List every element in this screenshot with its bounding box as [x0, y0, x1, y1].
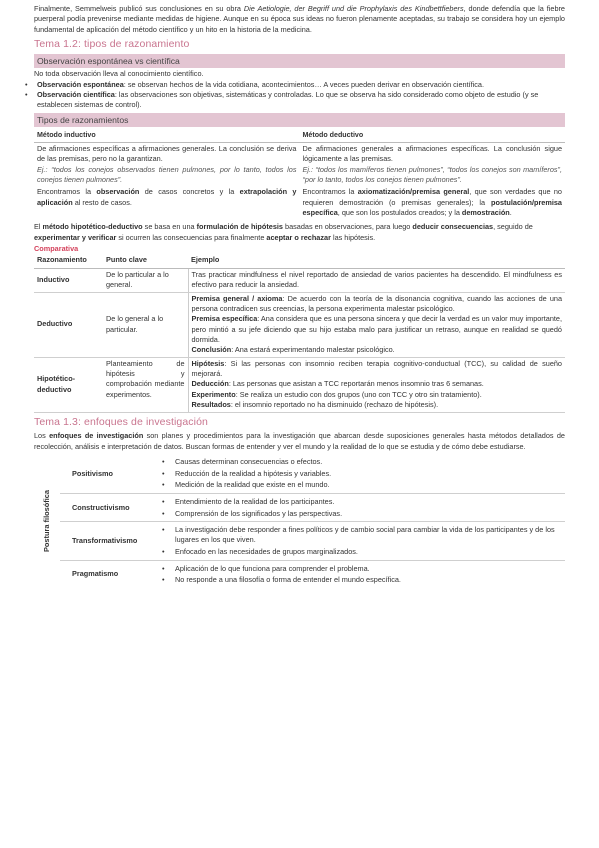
example-line [192, 314, 563, 345]
term: aceptar o rechazar [266, 232, 331, 242]
text: , que son verdades que no requieren demostración (o premisas generales); la [302, 187, 562, 207]
method-paragraph [34, 222, 565, 243]
table-row [34, 522, 565, 561]
example-line [192, 359, 563, 380]
table-row [34, 454, 565, 494]
example-line [192, 390, 563, 400]
enfoques-paragraph [34, 431, 565, 452]
example [188, 357, 565, 412]
text: El [34, 222, 43, 232]
text: . [509, 208, 512, 218]
comparativa-table [34, 254, 565, 412]
bullet-observacion-cientifica [34, 90, 565, 111]
text: : Ana considera que es una persona sincera y que decir la verdad es un valor muy importante, pero mintió a su jefe diciendo que su hijo estaba malo para justificar un retraso, aunque en realidad se quedó dormida. [191, 314, 562, 344]
stance-name: Transformativismo [60, 522, 155, 561]
term: enfoques de investigación [49, 431, 144, 441]
deductive-definition: De afirmaciones generales a afirmaciones específicas. La conclusión sigue lógicamente a las premisas. [302, 143, 562, 164]
term: postulación/premisa específica [302, 197, 562, 218]
text: son planes y procedimientos para la investigación que abarcan desde suposiciones generales hasta métodos detallados de recolección, análisis e interpretación de datos. Buscan formas de entender y ver el mundo y la realidad de lo que se estudia y de cómo debe estudiarse. [34, 431, 565, 451]
section-heading-tema-1-2: Tema 1.2: tipos de razonamiento [34, 38, 190, 51]
text: : Las personas que asistan a TCC reportarán menos insomnio tras 6 semanas. [228, 379, 484, 389]
inductive-example: Ej.: “todos los conejos observados tienen pulmones, por lo tanto, todos los conejos tienen pulmones”. [37, 164, 297, 184]
stance-items [155, 494, 565, 522]
term: formulación de hipótesis [196, 222, 283, 232]
text: al resto de casos. [72, 197, 132, 207]
example-line [192, 345, 563, 355]
text: : Se realiza un estudio con dos grupos (uno con TCC y otro sin tratamiento). [235, 389, 482, 399]
stance-name: Pragmatismo [72, 569, 119, 579]
reasoning-types-table [34, 128, 565, 220]
example-line [192, 294, 563, 315]
table-row [34, 357, 565, 412]
table-row [34, 561, 565, 589]
key-point: De lo general a lo particular. [103, 292, 188, 357]
text: las hipótesis. [330, 232, 376, 242]
deductive-cell [300, 142, 566, 219]
term: Conclusión [191, 345, 232, 355]
list-item: • Causas determinan consecuencias o efectos. [157, 457, 565, 467]
text: Encontramos la [302, 187, 358, 197]
inductive-cell [34, 142, 300, 219]
term: Premisa específica [191, 314, 258, 324]
work-title: Die Aetiologie, der Begriff und die Prophylaxis des Kindbettfiebers [243, 4, 464, 13]
vertical-label: Postura filosófica [41, 490, 51, 553]
comparativa-title: Comparativa [34, 244, 79, 254]
subheading-observacion: Observación espontánea vs científica [34, 54, 565, 68]
intro-text-2: , donde defendía que la fiebre puerperal podía prevenirse mediante medidas de higiene. Aunque en su época sus ideas no fueron plenamente aceptadas, su trabajo se considera hoy un ejemplo fundamental de aplicación del método científico y un hito en la historia de la medicina. [34, 4, 565, 34]
term: método hipotético-deductivo [42, 222, 143, 232]
observation-note: No toda observación lleva al conocimiento científico. [34, 69, 204, 79]
stance-items [155, 454, 565, 494]
intro-paragraph [34, 4, 565, 35]
bullet-observacion-espontanea [34, 80, 565, 90]
column-header-inductivo: Método inductivo [34, 128, 300, 143]
list-item: • Medición de la realidad que existe en el mundo. [157, 480, 565, 490]
column-header-punto-clave: Punto clave [103, 254, 188, 268]
bullet-term: Observación científica [37, 89, 115, 99]
term: extrapolación y aplicación [37, 187, 297, 207]
stance-items [155, 561, 565, 589]
text: Encontramos la [37, 187, 97, 197]
list-item: • La investigación debe responder a fines políticos y de cambio social para cambiar la vida de los participantes y de los lugares en los que viven. [157, 525, 565, 546]
term: Resultados [191, 400, 231, 410]
column-header-ejemplo: Ejemplo [188, 254, 565, 268]
text: se basa en una [142, 222, 197, 232]
term: Premisa general / axioma [191, 293, 283, 303]
list-item: • Entendimiento de la realidad de los participantes. [157, 497, 565, 507]
table-row [34, 268, 565, 292]
text: : De acuerdo con la teoría de la disonancia cognitiva, cuando las acciones de una persona contradicen sus creencias, la persona experimenta malestar psicológico. [191, 293, 563, 313]
text: : Ana estará experimentando malestar psicológico. [231, 345, 395, 355]
list-item: • No responde a una filosofía o forma de entender el mundo específica. [157, 575, 565, 585]
example: Tras practicar mindfulness el nivel reportado de ansiedad de varios pacientes ha descendido. El mindfulness es efectivo para reducir la ansiedad. [188, 268, 565, 292]
table-row [34, 494, 565, 522]
text: si ocurren las consecuencias para finalmente [116, 232, 267, 242]
deductive-elements [303, 187, 563, 218]
column-header-razonamiento: Razonamiento [34, 254, 103, 268]
deductive-example: Ej.: “todos los mamíferos tienen pulmones”, “todos los conejos son mamíferos”, “por lo tanto, todos los conejos tienen pulmones”. [302, 164, 562, 184]
subheading-tipos: Tipos de razonamientos [34, 113, 565, 127]
bullet-text: : se observan hechos de la vida cotidiana, acontecimientos… A veces pueden derivar en observación científica. [123, 79, 484, 89]
term: observación [96, 187, 140, 197]
stance-items [155, 522, 565, 561]
example-line [192, 379, 563, 389]
key-point: Planteamiento de hipótesis y comprobación mediante experimentos. [103, 357, 188, 412]
term: axiomatización/premisa general [357, 187, 470, 197]
inductive-elements [37, 187, 297, 208]
term: deducir consecuencias [412, 222, 494, 232]
list-item: • Comprensión de los significados y las perspectivas. [157, 509, 565, 519]
bullet-term: Observación espontánea [37, 79, 124, 89]
term: experimentar y verificar [34, 232, 117, 242]
table-row [34, 292, 565, 357]
text: : Si las personas con insomnio reciben terapia cognitivo-conductual (TCC), su calidad de sueño mejorará. [191, 358, 562, 379]
example-line [192, 400, 563, 410]
text: : el insomnio reportado no ha disminuido (rechazo de hipótesis). [230, 400, 439, 410]
bullet-text: : las observaciones son objetivas, sistemáticas y controladas. Lo que se observa ha sido considerado como objeto de estudio (y se establecen sistemas de control). [37, 89, 539, 110]
list-item: • Reducción de la realidad a hipótesis y variables. [157, 469, 565, 479]
text: , seguido de [493, 222, 533, 232]
row-label-inductivo: Inductivo [34, 268, 103, 292]
example [188, 292, 565, 357]
philosophical-stance-table [34, 454, 565, 588]
stance-name: Positivismo [60, 454, 155, 494]
term: Deducción [191, 379, 229, 389]
section-heading-tema-1-3: Tema 1.3: enfoques de investigación [34, 415, 208, 428]
list-item: • Enfocado en las necesidades de grupos marginalizados. [157, 547, 565, 557]
text: , que son los postulados creados; y la [337, 208, 462, 218]
text: de casos concretos y la [139, 187, 240, 197]
term: demostración [461, 208, 510, 218]
list-item: • Aplicación de lo que funciona para comprender el problema. [157, 564, 565, 574]
term: Experimento [191, 389, 236, 399]
row-label-deductivo: Deductivo [34, 292, 103, 357]
vertical-label-cell [34, 454, 60, 588]
row-label-hipotetico-deductivo: Hipotético-deductivo [34, 357, 103, 412]
term: Hipótesis [191, 358, 225, 368]
key-point: De lo particular a lo general. [103, 268, 188, 292]
column-header-deductivo: Método deductivo [300, 128, 566, 143]
text: basadas en observaciones, para luego [282, 222, 413, 232]
stance-name: Constructivismo [60, 494, 155, 522]
intro-text-1: Finalmente, Semmelweis publicó sus conclusiones en su obra [34, 4, 244, 13]
text: Los [34, 431, 50, 441]
inductive-definition: De afirmaciones específicas a afirmaciones generales. La conclusión se deriva de las premisas, pero no la garantizan. [37, 143, 297, 164]
